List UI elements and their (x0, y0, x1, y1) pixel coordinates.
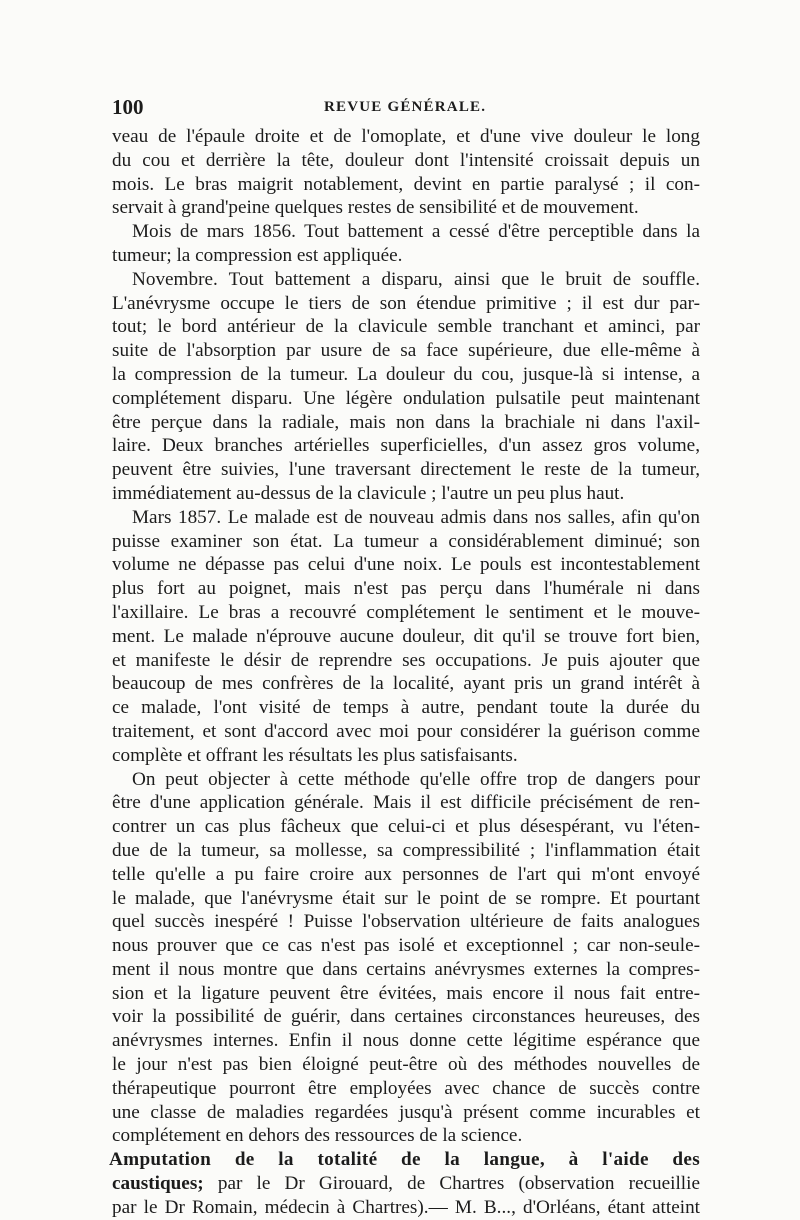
text-line: traitement, et sont d'accord avec moi pour considérer la guérison comme (112, 720, 700, 742)
text-line: tumeur; la compression est appliquée. (112, 244, 403, 266)
text-line: telle qu'elle a pu faire croire aux personnes de l'art qui m'ont envoyé (112, 863, 700, 885)
text-line: Mois de mars 1856. Tout battement a cessé d'être perceptible dans la (132, 221, 700, 243)
text-line: L'anévrysme occupe le tiers de son étendue primitive ; il est dur par- (112, 292, 700, 314)
text-line: ment il nous montre que dans certains anévrysmes externes la compres- (112, 958, 700, 980)
text-line: contrer un cas plus fâcheux que celui-ci et plus désespérant, vu l'éten- (112, 816, 700, 838)
text-line: Mars 1857. Le malade est de nouveau admis dans nos salles, afin qu'on (132, 506, 700, 528)
document-page (109, 95, 700, 1220)
article-text-line: par le Dr Romain, médecin à Chartres).— M. B..., d'Orléans, étant atteint (112, 1196, 700, 1218)
text-line: et manifeste le désir de reprendre ses occupations. Je puis ajouter que (112, 649, 700, 671)
page-number: 100 (112, 95, 144, 119)
text-line: suite de l'absorption par usure de sa face supérieure, due elle-même à (112, 340, 700, 362)
text-line: complétement en dehors des ressources de la science. (112, 1125, 523, 1147)
text-line: puisse examiner son état. La tumeur a considérablement diminué; son (112, 530, 700, 552)
text-line: mois. Le bras maigrit notablement, devint en partie paralysé ; il con- (112, 173, 700, 195)
running-head: REVUE GÉNÉRALE. (324, 99, 487, 115)
article-title-end: caustiques; (112, 1173, 204, 1195)
text-line: la compression de la tumeur. La douleur du cou, jusque-là si intense, a (112, 363, 700, 385)
text-line: peuvent être suivies, l'une traversant directement le reste de la tumeur, (112, 459, 700, 481)
page-header (112, 95, 700, 125)
text-line: une classe de maladies regardées jusqu'à présent comme incurables et (112, 1101, 700, 1123)
text-line: ment. Le malade n'éprouve aucune douleur, dit qu'il se trouve fort bien, (112, 625, 700, 647)
text-line: complète et offrant les résultats les plus satisfaisants. (112, 744, 518, 766)
text-line: plus fort au poignet, mais n'est pas perçu dans l'humérale ni dans (112, 578, 700, 600)
text-line: tout; le bord antérieur de la clavicule semble tranchant et aminci, par (112, 316, 700, 338)
text-line: due de la tumeur, sa mollesse, sa compressibilité ; l'inflammation était (112, 839, 700, 861)
text-line: nous prouver que ce cas n'est pas isolé et exceptionnel ; car non-seule- (112, 935, 700, 957)
text-line: laire. Deux branches artérielles superficielles, d'un assez gros volume, (112, 435, 700, 457)
article-title: Amputation de la totalité de la langue, à l'aide des (109, 1149, 700, 1171)
text-line: beaucoup de mes confrères de la localité, ayant pris un grand intérêt à (112, 673, 700, 695)
article-byline: par le Dr Girouard, de Chartres (observation recueillie (217, 1173, 700, 1195)
text-line: être perçue dans la radiale, mais non dans la brachiale ni dans l'axil- (112, 411, 700, 433)
text-line: sion et la ligature peuvent être évitées, mais encore il nous fait entre- (112, 982, 700, 1004)
text-line: complétement disparu. Une légère ondulation pulsatile peut maintenant (112, 387, 700, 409)
text-line: l'axillaire. Le bras a recouvré complétement le sentiment et le mouve- (112, 601, 700, 623)
article-title-line (109, 1148, 700, 1172)
text-line: être d'une application générale. Mais il est difficile précisément de ren- (112, 792, 700, 814)
body-text (112, 125, 700, 1148)
text-line: ce malade, l'ont visité de temps à autre, pendant toute la durée du (112, 697, 700, 719)
text-line: immédiatement au-dessus de la clavicule ; l'autre un peu plus haut. (112, 482, 625, 504)
article-byline-line (112, 1172, 700, 1196)
text-line: le jour n'est pas bien éloigné peut-être où des méthodes nouvelles de (112, 1054, 700, 1076)
text-line: voir la possibilité de guérir, dans certaines circonstances heureuses, des (112, 1006, 700, 1028)
text-line: On peut objecter à cette méthode qu'elle offre trop de dangers pour (132, 768, 700, 790)
text-line: veau de l'épaule droite et de l'omoplate, et d'une vive douleur le long (112, 126, 700, 147)
text-line: servait à grand'peine quelques restes de sensibilité et de mouvement. (112, 197, 639, 219)
text-line: thérapeutique pourront être employées avec chance de succès contre (112, 1077, 700, 1099)
text-line: le malade, que l'anévrysme était sur le point de se rompre. Et pourtant (112, 887, 700, 909)
text-line: volume ne dépasse pas celui d'une noix. Le pouls est incontestablement (112, 554, 700, 576)
text-line: anévrysmes internes. Enfin il nous donne cette légitime espérance que (112, 1030, 700, 1052)
text-line: Novembre. Tout battement a disparu, ainsi que le bruit de souffle. (132, 268, 700, 290)
text-line: quel succès inespéré ! Puisse l'observation ultérieure de faits analogues (112, 911, 700, 933)
text-line: du cou et derrière la tête, douleur dont l'intensité croissait depuis un (112, 149, 700, 171)
